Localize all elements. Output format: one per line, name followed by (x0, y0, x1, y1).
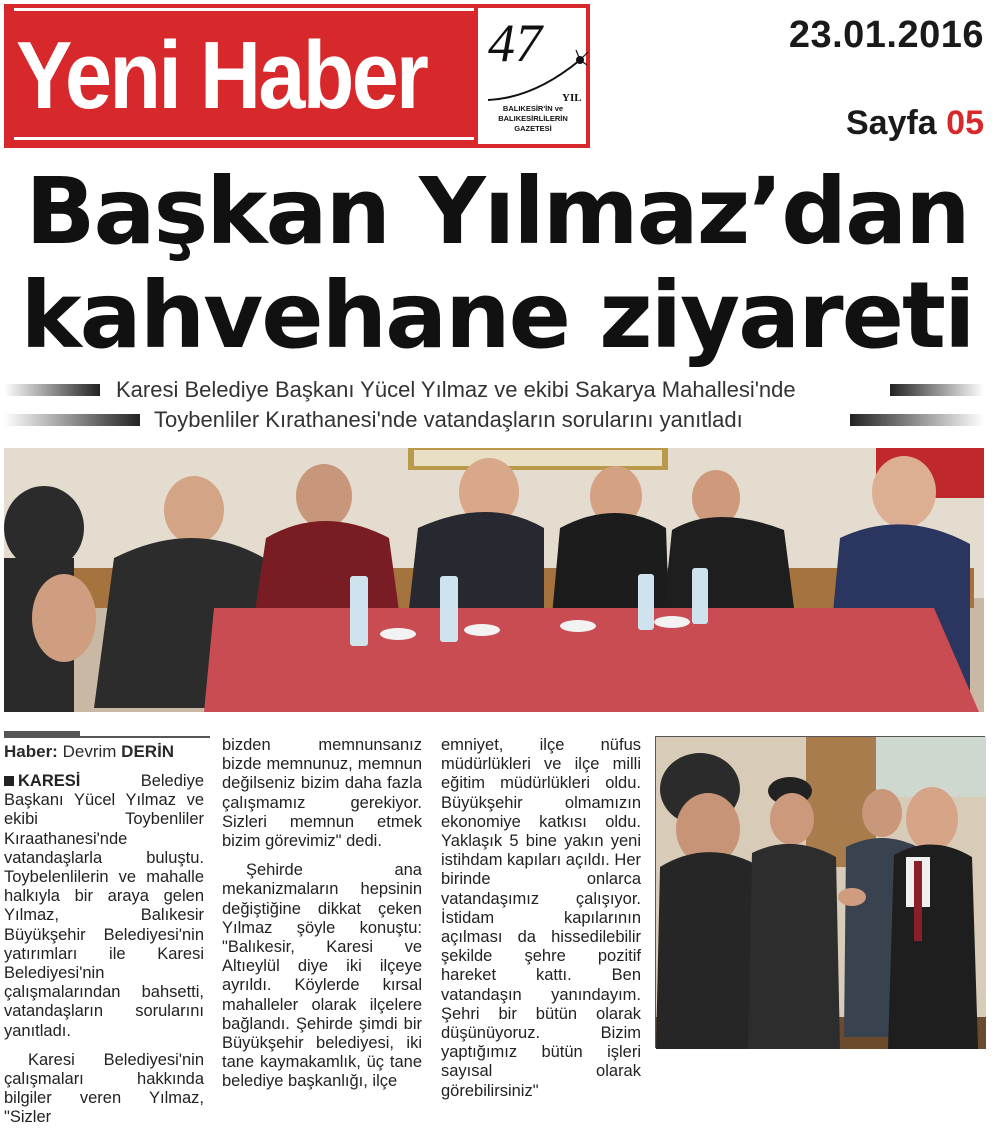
article-paragraph (4, 772, 204, 1041)
deck-line (0, 377, 994, 402)
masthead-tagline (482, 104, 584, 134)
author-surname: DERİN (121, 742, 175, 761)
lead-square-icon (4, 776, 14, 786)
article-paragraph: Karesi Belediyesi'nin çalışmaları hakkında bilgiler veren Yılmaz, "Sizler (4, 1050, 204, 1127)
article-column-2 (222, 736, 422, 1092)
headline-line: Başkan Yılmaz’dan (25, 158, 969, 265)
tagline-line: GAZETESİ (514, 124, 552, 133)
page-number: 05 (946, 104, 984, 142)
article-column-1 (4, 772, 204, 1128)
masthead-rule (14, 137, 474, 140)
article-paragraph: Şehirde ana mekanizmaların hepsinin değiştiğine dikkat çeken Yılmaz şöyle konuştu: "Balıkesir, Karesi ve Altıeylül diye iki ilçeye ayrıldı. Köylerde kırsal mahalleler olarak ilçelere bağlandı. Şehirde şimdi bir Büyükşehir belediyesi, iki tane kaymakamlık, üç tane belediye başkanlığı, ilçe (222, 861, 422, 1091)
coffeehouse-meeting-photo (4, 448, 984, 712)
paragraph-text: Belediye Başkanı Yücel Yılmaz ve ekibi Toybenliler Kıraathanesi'nde vatandaşlarla buluştu. Toybelenlilerin ve mahalle halkıyla bir araya gelen Yılmaz, Balıkesir Büyükşehir Belediyesi'nin yatırımları ile Karesi Belediyesi'nin çalışmalarından bahsetti, vatandaşların sorularını yanıtladı. (4, 772, 204, 1040)
tagline-line: BALIKESİRLİLERİN (498, 114, 568, 123)
masthead-logo-panel (4, 4, 474, 148)
headline (0, 160, 994, 368)
masthead (4, 4, 590, 148)
page-number-label (846, 104, 984, 143)
issue-date: 23.01.2016 (788, 14, 984, 56)
lead-word: KARESİ (18, 772, 81, 790)
byline (4, 736, 210, 766)
masthead-rule (14, 8, 474, 11)
anniversary-suffix: YIL (562, 92, 582, 104)
article-paragraph: bizden memnunsanız bizde memnunuz, memnun değilseniz bizim daha fazla çalışmamız gerekiyor. Sizleri memnun etmek bizim görevimiz" dedi. (222, 736, 422, 851)
inset-photo (655, 736, 985, 1048)
deck-line (0, 407, 994, 432)
deck-rule (890, 384, 984, 396)
deck-rule (4, 384, 100, 396)
article-column-3 (441, 736, 641, 1101)
deck-rule (850, 414, 984, 426)
page-prefix: Sayfa (845, 104, 937, 142)
deck-text: Toybenliler Kırathanesi'nde vatandaşların sorularını yanıtladı (154, 407, 743, 432)
newspaper-title: Yeni Haber (16, 22, 427, 129)
tagline-line: BALIKESİR'İN ve (502, 104, 564, 113)
deck-text: Karesi Belediye Başkanı Yücel Yılmaz ve ekibi Sakarya Mahallesi'nde (116, 377, 796, 402)
byline-label: Haber: (4, 742, 58, 761)
headline-line: kahvehane ziyareti (20, 262, 974, 369)
main-photo (4, 448, 984, 712)
article-paragraph: emniyet, ilçe nüfus müdürlükleri ve ilçe milli eğitim müdürlükleri oldu. Büyükşehir olmamızın ekonomiye katkısı oldu. Yaklaşık 5 bine yakın yeni istihdam kapıları açıldı. Her birinde onlarca vatandaşımız çalışıyor. İstidam kapılarının açılması da hissedilebilir şekilde şehre pozitif hareket kattı. Ben vatandaşın yanındayım. Şehri bir bütün olarak düşünüyoruz. Bizim yaptığımız bütün işleri sayısal olarak görebilirsiniz" (441, 736, 641, 1100)
anniversary-badge (474, 4, 590, 148)
anniversary-years: 47 (488, 13, 542, 73)
author-first-name: Devrim (62, 742, 117, 761)
deck-rule (4, 414, 140, 426)
byline-author (63, 742, 174, 761)
handshake-photo (656, 737, 986, 1049)
